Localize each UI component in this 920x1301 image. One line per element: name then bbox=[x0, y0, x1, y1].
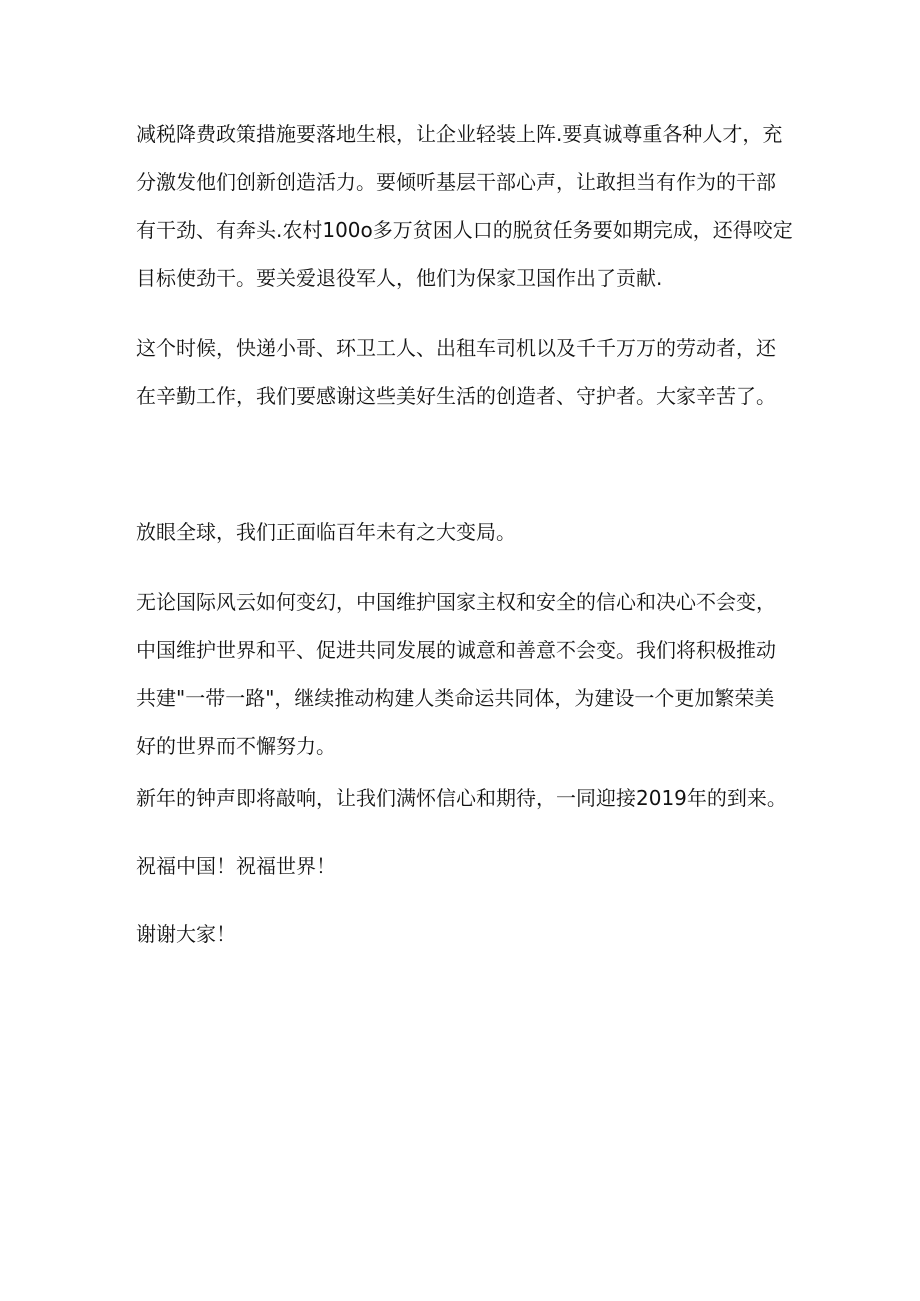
text-line: 新年的钟声即将敲响，让我们满怀信心和期待，一同迎接2019年的到来。 bbox=[136, 786, 787, 810]
text-line: 祝福中国！祝福世界！ bbox=[136, 854, 336, 878]
text-line: 谢谢大家！ bbox=[136, 922, 236, 946]
text-line: 目标使劲干。要关爱退役军人，他们为保家卫国作出了贡献. bbox=[136, 266, 663, 290]
paragraph-new-year-bell bbox=[136, 774, 796, 822]
text-line: 好的世界而不懈努力。 bbox=[136, 734, 336, 758]
paragraph-china-commitment bbox=[136, 578, 796, 770]
text-line: 这个时候，快递小哥、环卫工人、出租车司机以及千千万万的劳动者，还 bbox=[136, 336, 776, 360]
paragraph-workers-thanks bbox=[136, 324, 796, 420]
text-line: 分激发他们创新创造活力。要倾听基层干部心声，让敢担当有作为的干部 bbox=[136, 170, 776, 194]
paragraph-blessing bbox=[136, 842, 796, 890]
text-line: 减税降费政策措施要落地生根，让企业轻装上阵.要真诚尊重各种人才，充 bbox=[136, 122, 783, 146]
paragraph-global-outlook bbox=[136, 508, 796, 556]
text-line: 放眼全球，我们正面临百年未有之大变局。 bbox=[136, 520, 516, 544]
paragraph-tax-cuts bbox=[136, 110, 796, 302]
text-line: 无论国际风云如何变幻，中国维护国家主权和安全的信心和决心不会变， bbox=[136, 590, 776, 614]
text-line: 在辛勤工作，我们要感谢这些美好生活的创造者、守护者。大家辛苦了。 bbox=[136, 384, 776, 408]
text-line: 共建"一带一路"，继续推动构建人类命运共同体，为建设一个更加繁荣美 bbox=[136, 686, 775, 710]
paragraph-thanks bbox=[136, 910, 796, 958]
text-line: 中国维护世界和平、促进共同发展的诚意和善意不会变。我们将积极推动 bbox=[136, 638, 776, 662]
text-line: 有干劲、有奔头.农村100o多万贫困人口的脱贫任务要如期完成，还得咬定 bbox=[136, 218, 793, 242]
